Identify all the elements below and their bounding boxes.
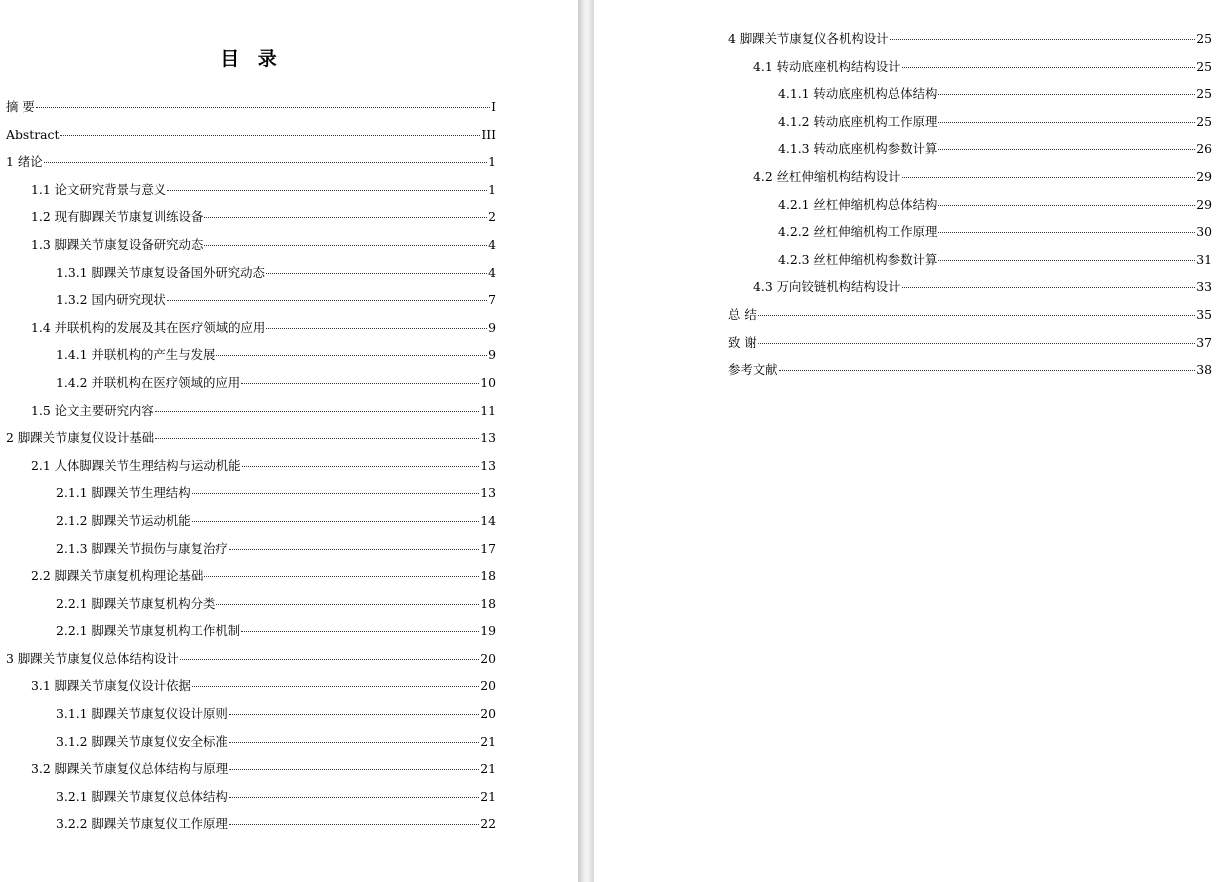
toc-entry[interactable] xyxy=(728,301,1212,329)
toc-entry[interactable] xyxy=(728,246,1212,274)
toc-entry-page-number: 1 xyxy=(488,181,496,197)
toc-dot-leader xyxy=(758,343,1195,344)
document-page-left xyxy=(0,0,578,882)
toc-entry[interactable] xyxy=(728,218,1212,246)
toc-entry[interactable] xyxy=(6,203,496,231)
toc-dot-leader xyxy=(241,383,479,384)
toc-entry-title: 1.3 脚踝关节康复设备研究动态 xyxy=(31,236,204,252)
toc-dot-leader xyxy=(229,824,479,825)
toc-entry-page-number: 25 xyxy=(1196,58,1212,74)
toc-entry-page-number: 29 xyxy=(1196,196,1212,212)
toc-entry[interactable] xyxy=(728,108,1212,136)
toc-list-left xyxy=(6,93,496,838)
toc-entry-title: 4.1.3 转动底座机构参数计算 xyxy=(778,141,938,157)
toc-dot-leader xyxy=(266,328,487,329)
toc-entry[interactable] xyxy=(6,369,496,397)
toc-entry[interactable] xyxy=(6,452,496,480)
toc-entry-title: 3 脚踝关节康复仪总体结构设计 xyxy=(6,650,179,666)
toc-dot-leader xyxy=(890,39,1196,40)
toc-entry-page-number: 22 xyxy=(480,816,496,832)
toc-dot-leader xyxy=(938,205,1195,206)
toc-entry[interactable] xyxy=(728,191,1212,219)
toc-entry[interactable] xyxy=(6,286,496,314)
toc-entry-page-number: III xyxy=(481,126,496,142)
toc-dot-leader xyxy=(36,107,490,108)
toc-dot-leader xyxy=(216,355,487,356)
toc-dot-leader xyxy=(229,549,479,550)
toc-entry[interactable] xyxy=(6,259,496,287)
toc-entry-title: 4.3 万向铰链机构结构设计 xyxy=(753,279,901,295)
toc-entry-title: 2.1.2 脚踝关节运动机能 xyxy=(56,512,191,528)
toc-entry-title: 4.1.2 转动底座机构工作原理 xyxy=(778,113,938,129)
toc-dot-leader xyxy=(204,217,487,218)
toc-entry-title: 1.1 论文研究背景与意义 xyxy=(31,181,167,197)
toc-title: 目 录 xyxy=(220,48,283,70)
toc-entry[interactable] xyxy=(6,121,496,149)
toc-dot-leader xyxy=(167,300,487,301)
toc-entry-page-number: 4 xyxy=(488,236,496,252)
toc-entry-page-number: 20 xyxy=(480,678,496,694)
toc-dot-leader xyxy=(229,769,479,770)
toc-entry-title: 3.2.2 脚踝关节康复仪工作原理 xyxy=(56,816,228,832)
toc-entry-title: 4.2.1 丝杠伸缩机构总体结构 xyxy=(778,196,938,212)
toc-entry-page-number: 9 xyxy=(488,347,496,363)
toc-dot-leader xyxy=(192,686,479,687)
toc-dot-leader xyxy=(902,67,1196,68)
toc-entry-page-number: 29 xyxy=(1196,168,1212,184)
toc-entry-title: 致 谢 xyxy=(728,334,757,350)
toc-dot-leader xyxy=(241,631,479,632)
toc-entry-title: 4.2 丝杠伸缩机构结构设计 xyxy=(753,168,901,184)
toc-dot-leader xyxy=(60,135,480,136)
toc-dot-leader xyxy=(155,438,479,439)
toc-entry-page-number: 31 xyxy=(1196,251,1212,267)
toc-entry-title: 2.2.1 脚踝关节康复机构分类 xyxy=(56,595,216,611)
toc-dot-leader xyxy=(155,411,479,412)
toc-dot-leader xyxy=(229,714,479,715)
toc-entry[interactable] xyxy=(6,783,496,811)
toc-entry-page-number: 35 xyxy=(1196,306,1212,322)
toc-entry[interactable] xyxy=(6,672,496,700)
toc-entry-title: 2.1.1 脚踝关节生理结构 xyxy=(56,485,191,501)
toc-entry[interactable] xyxy=(6,645,496,673)
toc-entry-page-number: I xyxy=(491,99,496,114)
toc-dot-leader xyxy=(204,245,487,246)
toc-entry-title: 1.5 论文主要研究内容 xyxy=(31,402,154,418)
toc-entry-title: 3.1 脚踝关节康复仪设计依据 xyxy=(31,678,191,694)
toc-entry-page-number: 10 xyxy=(480,374,496,390)
toc-entry-page-number: 25 xyxy=(1196,113,1212,129)
toc-entry[interactable] xyxy=(6,535,496,563)
toc-dot-leader xyxy=(266,273,487,274)
toc-entry[interactable] xyxy=(6,755,496,783)
toc-entry-title: 1.3.2 国内研究现状 xyxy=(56,292,166,308)
toc-dot-leader xyxy=(192,493,480,494)
toc-entry-title: 1.3.1 脚踝关节康复设备国外研究动态 xyxy=(56,264,265,280)
toc-entry-title: Abstract xyxy=(6,126,60,142)
toc-dot-leader xyxy=(902,177,1196,178)
toc-entry[interactable] xyxy=(728,163,1212,191)
toc-dot-leader xyxy=(758,315,1195,316)
toc-entry[interactable] xyxy=(6,700,496,728)
toc-entry-title: 3.2.1 脚踝关节康复仪总体结构 xyxy=(56,788,228,804)
toc-entry-title: 2.2 脚踝关节康复机构理论基础 xyxy=(31,568,204,584)
toc-entry-page-number: 26 xyxy=(1196,141,1212,157)
toc-entry[interactable] xyxy=(728,135,1212,163)
toc-dot-leader xyxy=(229,797,479,798)
toc-dot-leader xyxy=(167,190,487,191)
toc-entry[interactable] xyxy=(728,356,1212,384)
toc-dot-leader xyxy=(216,604,479,605)
toc-entry-page-number: 18 xyxy=(480,595,496,611)
toc-entry[interactable] xyxy=(6,176,496,204)
toc-entry[interactable] xyxy=(6,93,496,121)
toc-entry-page-number: 38 xyxy=(1196,362,1212,378)
toc-dot-leader xyxy=(44,162,488,163)
toc-entry-page-number: 4 xyxy=(488,264,496,280)
toc-entry-page-number: 11 xyxy=(480,402,496,418)
toc-entry[interactable] xyxy=(6,810,496,838)
toc-entry-title: 4.1 转动底座机构结构设计 xyxy=(753,58,901,74)
toc-entry-title: 1.4 并联机构的发展及其在医疗领域的应用 xyxy=(31,319,266,335)
toc-entry-page-number: 1 xyxy=(488,154,496,170)
toc-entry-page-number: 21 xyxy=(480,761,496,777)
toc-entry[interactable] xyxy=(6,231,496,259)
toc-entry-title: 摘 要 xyxy=(6,99,35,114)
toc-entry-page-number: 21 xyxy=(480,788,496,804)
toc-dot-leader xyxy=(938,260,1195,261)
toc-entry-title: 4 脚踝关节康复仪各机构设计 xyxy=(728,31,889,46)
toc-entry[interactable] xyxy=(728,25,1212,53)
toc-entry-title: 3.1.2 脚踝关节康复仪安全标准 xyxy=(56,733,228,749)
toc-entry[interactable] xyxy=(6,314,496,342)
toc-entry-title: 1.4.1 并联机构的产生与发展 xyxy=(56,347,216,363)
toc-dot-leader xyxy=(938,232,1195,233)
toc-dot-leader xyxy=(938,122,1195,123)
toc-entry[interactable] xyxy=(6,507,496,535)
toc-entry-page-number: 37 xyxy=(1196,334,1212,350)
toc-entry-page-number: 2 xyxy=(488,209,496,225)
toc-entry-page-number: 13 xyxy=(480,457,496,473)
toc-list-right xyxy=(728,25,1212,384)
toc-entry[interactable] xyxy=(6,617,496,645)
toc-dot-leader xyxy=(204,576,479,577)
toc-entry[interactable] xyxy=(6,341,496,369)
toc-entry-title: 2.1 人体脚踝关节生理结构与运动机能 xyxy=(31,457,241,473)
toc-entry-title: 2.1.3 脚踝关节损伤与康复治疗 xyxy=(56,540,228,556)
toc-entry[interactable] xyxy=(6,148,496,176)
toc-dot-leader xyxy=(192,521,480,522)
toc-entry[interactable] xyxy=(6,562,496,590)
toc-entry-page-number: 20 xyxy=(480,706,496,722)
toc-entry-page-number: 18 xyxy=(480,568,496,584)
toc-entry[interactable] xyxy=(728,80,1212,108)
toc-entry-title: 3.1.1 脚踝关节康复仪设计原则 xyxy=(56,706,228,722)
toc-dot-leader xyxy=(229,742,479,743)
toc-entry[interactable] xyxy=(6,728,496,756)
toc-entry-page-number: 30 xyxy=(1196,224,1212,240)
toc-entry-title: 1 绪论 xyxy=(6,154,43,170)
toc-entry-page-number: 19 xyxy=(480,623,496,639)
toc-entry-title: 2.2.1 脚踝关节康复机构工作机制 xyxy=(56,623,241,639)
toc-entry-title: 3.2 脚踝关节康复仪总体结构与原理 xyxy=(31,761,229,777)
toc-entry[interactable] xyxy=(6,397,496,425)
toc-dot-leader xyxy=(779,370,1196,371)
toc-entry-title: 1.2 现有脚踝关节康复训练设备 xyxy=(31,209,204,225)
toc-entry-page-number: 17 xyxy=(480,540,496,556)
document-page-right xyxy=(594,0,1226,882)
toc-entry[interactable] xyxy=(6,590,496,618)
page-gutter xyxy=(578,0,594,882)
toc-entry-page-number: 33 xyxy=(1196,279,1212,295)
toc-dot-leader xyxy=(242,466,480,467)
toc-entry-title: 4.1.1 转动底座机构总体结构 xyxy=(778,86,938,102)
toc-entry-title: 4.2.2 丝杠伸缩机构工作原理 xyxy=(778,224,938,240)
toc-entry-page-number: 25 xyxy=(1196,86,1212,102)
toc-entry-page-number: 13 xyxy=(480,485,496,501)
toc-dot-leader xyxy=(902,287,1196,288)
toc-entry-page-number: 14 xyxy=(480,512,496,528)
toc-entry[interactable] xyxy=(6,479,496,507)
toc-entry[interactable] xyxy=(6,424,496,452)
toc-entry-title: 总 结 xyxy=(728,306,757,322)
toc-dot-leader xyxy=(938,149,1195,150)
toc-entry-title: 参考文献 xyxy=(728,362,778,378)
toc-entry-title: 4.2.3 丝杠伸缩机构参数计算 xyxy=(778,251,938,267)
toc-entry[interactable] xyxy=(728,53,1212,81)
toc-entry-page-number: 25 xyxy=(1196,31,1212,46)
toc-entry-title: 2 脚踝关节康复仪设计基础 xyxy=(6,430,155,446)
toc-dot-leader xyxy=(180,659,479,660)
toc-entry-page-number: 9 xyxy=(488,319,496,335)
toc-entry[interactable] xyxy=(728,273,1212,301)
toc-entry-page-number: 20 xyxy=(480,650,496,666)
toc-entry-page-number: 7 xyxy=(488,292,496,308)
toc-entry-title: 1.4.2 并联机构在医疗领域的应用 xyxy=(56,374,241,390)
toc-entry[interactable] xyxy=(728,329,1212,357)
toc-dot-leader xyxy=(938,94,1195,95)
toc-entry-page-number: 21 xyxy=(480,733,496,749)
toc-entry-page-number: 13 xyxy=(480,430,496,446)
